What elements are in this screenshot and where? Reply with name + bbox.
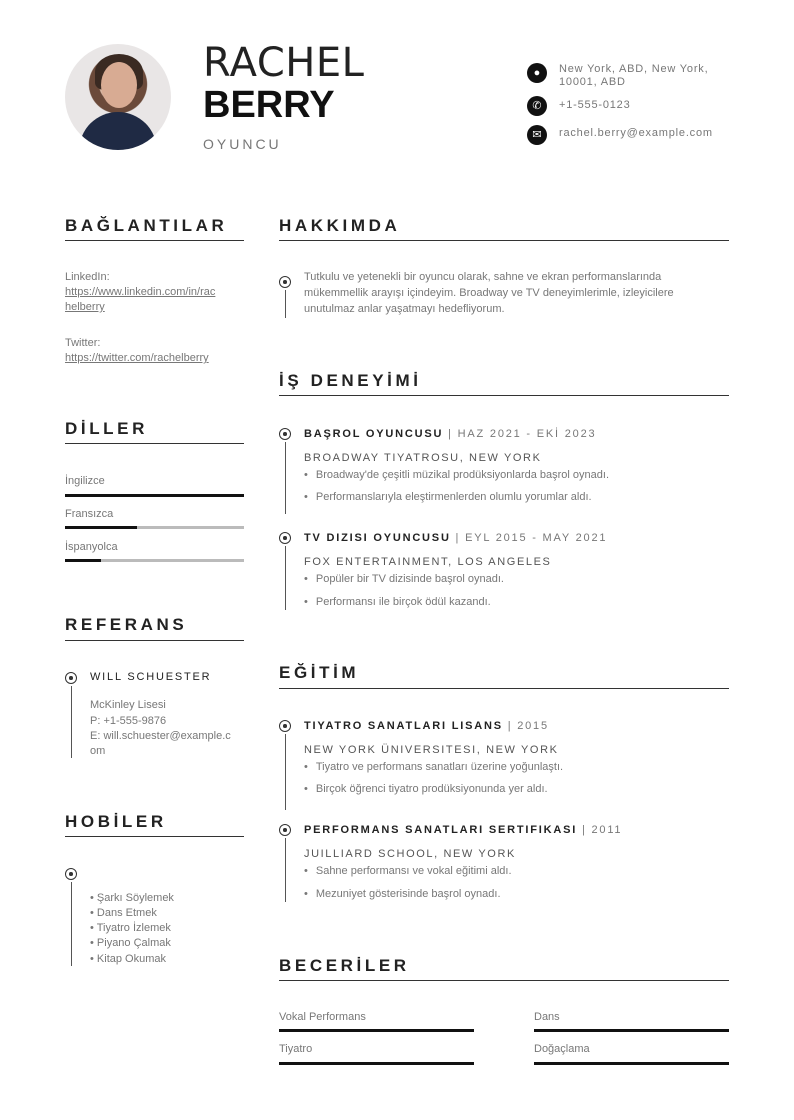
last-name: BERRY — [203, 84, 335, 126]
reference-email: E: will.schuester@example.c — [90, 730, 231, 742]
job-date: EYL 2015 - MAY 2021 — [465, 532, 608, 544]
twitter-label: Twitter: — [65, 337, 101, 349]
reference-org: McKinley Lisesi — [90, 699, 166, 711]
experience-heading-line — [304, 428, 596, 440]
separator: | — [502, 720, 518, 732]
experience-heading-line — [304, 532, 607, 544]
linkedin-link[interactable]: https://www.linkedin.com/in/rac — [65, 286, 216, 298]
job-bullet: • Performanslarıyla eleştirmenlerden olumlu yorumlar aldı. — [304, 491, 592, 503]
language-level-fill — [65, 526, 137, 529]
language-level-fill — [65, 559, 101, 562]
school-name: NEW YORK ÜNIVERSITESI, NEW YORK — [304, 744, 559, 756]
job-company: BROADWAY TIYATROSU, NEW YORK — [304, 452, 542, 464]
separator: | — [450, 532, 466, 544]
languages-heading: DİLLER — [65, 419, 148, 438]
skill-level-bar — [279, 1029, 474, 1032]
skill-name: Dans — [534, 1011, 560, 1023]
skill-level-bar — [534, 1029, 729, 1032]
education-bullet: • Sahne performansı ve vokal eğitimi aldı. — [304, 865, 512, 877]
references-rule — [65, 640, 244, 641]
timeline-line — [71, 686, 72, 758]
about-text: Tutkulu ve yetenekli bir oyuncu olarak, sahne ve ekran performanslarında — [304, 271, 662, 283]
degree-name: PERFORMANS SANATLARI SERTIFIKASI — [304, 824, 578, 836]
job-bullet: • Performansı ile birçok ödül kazandı. — [304, 596, 491, 608]
email-icon: ✉ — [527, 125, 547, 145]
degree-name: TIYATRO SANATLARI LISANS — [304, 720, 503, 732]
reference-name: WILL SCHUESTER — [90, 671, 212, 683]
phone-icon: ✆ — [527, 96, 547, 116]
contact-email[interactable]: rachel.berry@example.com — [559, 127, 713, 139]
timeline-line — [71, 882, 72, 966]
experience-heading: İŞ DENEYİMİ — [279, 371, 422, 390]
language-level-bar — [65, 526, 244, 529]
job-date: HAZ 2021 - EKİ 2023 — [457, 428, 597, 440]
reference-email-cont: om — [90, 745, 106, 757]
hobby-item: • Tiyatro İzlemek — [90, 922, 171, 934]
job-company: FOX ENTERTAINMENT, LOS ANGELES — [304, 556, 552, 568]
photo-face — [101, 62, 137, 108]
timeline-line — [285, 734, 286, 810]
timeline-dot-icon — [279, 720, 291, 732]
contact-email-row[interactable] — [527, 125, 729, 145]
hobby-item: • Dans Etmek — [90, 907, 157, 919]
separator: | — [577, 824, 592, 836]
profile-photo — [65, 44, 171, 150]
timeline-dot-icon — [279, 428, 291, 440]
skills-rule — [279, 980, 729, 981]
hobbies-heading: HOBİLER — [65, 812, 167, 831]
languages-rule — [65, 443, 244, 444]
hobby-item: • Kitap Okumak — [90, 953, 166, 965]
language-name: İngilizce — [65, 475, 105, 487]
job-bullet: • Popüler bir TV dizisinde başrol oynadı. — [304, 573, 504, 585]
timeline-dot-icon — [279, 824, 291, 836]
experience-rule — [279, 395, 729, 396]
hobby-item: • Şarkı Söylemek — [90, 892, 174, 904]
language-level-bar — [65, 559, 244, 562]
job-role: BAŞROL OYUNCUSU — [304, 428, 444, 440]
about-text: unutulmaz anlar yaşatmayı hedefliyorum. — [304, 303, 505, 315]
timeline-dot-icon — [279, 276, 291, 288]
education-bullet: • Birçok öğrenci tiyatro prodüksiyonunda yer aldı. — [304, 783, 548, 795]
timeline-line — [285, 290, 286, 318]
skill-level-bar — [279, 1062, 474, 1065]
timeline-line — [285, 442, 286, 514]
language-name: Fransızca — [65, 508, 114, 520]
school-name: JUILLIARD SCHOOL, NEW YORK — [304, 848, 516, 860]
degree-date: 2011 — [591, 824, 623, 836]
about-heading: HAKKIMDA — [279, 216, 401, 235]
skill-level-bar — [534, 1062, 729, 1065]
skills-heading: BECERİLER — [279, 956, 410, 975]
timeline-line — [285, 546, 286, 610]
location-pin-icon: ● — [527, 63, 547, 83]
links-heading: BAĞLANTILAR — [65, 216, 228, 235]
links-rule — [65, 240, 244, 241]
skill-name: Doğaçlama — [534, 1043, 590, 1055]
job-bullet: • Broadway'de çeşitli müzikal prodüksiyonlarda başrol oynadı. — [304, 469, 609, 481]
skill-name: Vokal Performans — [279, 1011, 366, 1023]
education-heading-line — [304, 720, 549, 732]
education-heading-line — [304, 824, 622, 836]
skill-name: Tiyatro — [279, 1043, 313, 1055]
timeline-dot-icon — [279, 532, 291, 544]
twitter-link[interactable]: https://twitter.com/rachelberry — [65, 352, 209, 364]
linkedin-label: LinkedIn: — [65, 271, 110, 283]
education-heading: EĞİTİM — [279, 663, 360, 682]
language-level-fill — [65, 494, 244, 497]
timeline-line — [285, 838, 286, 902]
separator: | — [443, 428, 458, 440]
hobby-item: • Piyano Çalmak — [90, 937, 171, 949]
first-name: RACHEL — [203, 40, 365, 86]
linkedin-link-cont[interactable]: helberry — [65, 301, 105, 313]
contact-address-row — [527, 63, 729, 89]
reference-phone: P: +1-555-9876 — [90, 715, 167, 727]
hobbies-rule — [65, 836, 244, 837]
education-bullet: • Tiyatro ve performans sanatları üzerine yoğunlaştı. — [304, 761, 563, 773]
degree-date: 2015 — [517, 720, 549, 732]
timeline-dot-icon — [65, 868, 77, 880]
language-level-bar — [65, 494, 244, 497]
references-heading: REFERANS — [65, 615, 188, 634]
language-name: İspanyolca — [65, 541, 118, 553]
job-title: OYUNCU — [203, 136, 282, 152]
about-text: mükemmellik arayışı içindeyim. Broadway ve TV deneyimlerimle, izleyicilere — [304, 287, 674, 299]
education-rule — [279, 688, 729, 689]
job-role: TV DIZISI OYUNCUSU — [304, 532, 451, 544]
contact-address: New York, ABD, New York, 10001, ABD — [559, 63, 709, 88]
contact-phone: +1-555-0123 — [559, 99, 631, 111]
timeline-dot-icon — [65, 672, 77, 684]
education-bullet: • Mezuniyet gösterisinde başrol oynadı. — [304, 888, 501, 900]
contact-phone-row — [527, 96, 729, 116]
about-rule — [279, 240, 729, 241]
